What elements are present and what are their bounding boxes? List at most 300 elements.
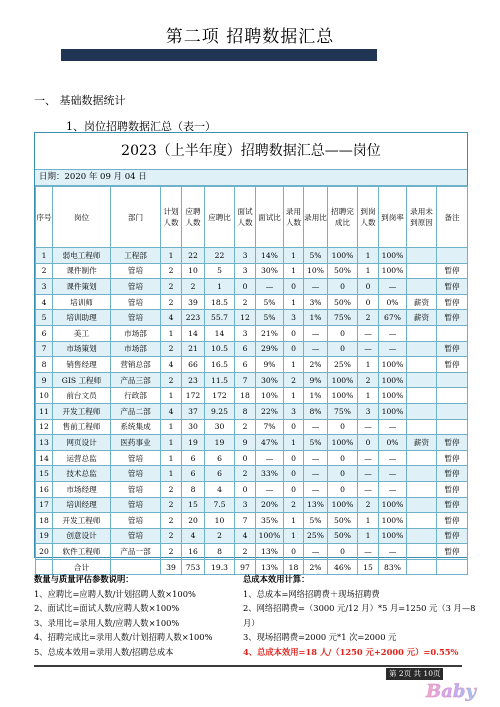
table-cell: [407, 263, 437, 279]
table-cell: 13: [36, 435, 53, 451]
table-cell: 2: [235, 294, 256, 310]
table-cell: 课件制作: [53, 263, 111, 279]
table-cell: 1%: [304, 310, 328, 326]
table-cell: 6: [182, 466, 205, 482]
table-cell: 50%: [328, 513, 358, 529]
table-cell: 市场经理: [53, 481, 111, 497]
column-header: 录用人数: [284, 187, 304, 248]
table-cell: —: [358, 466, 379, 482]
table-cell: 2: [161, 341, 182, 357]
data-table: [35, 186, 468, 575]
table-cell: —: [304, 450, 328, 466]
table-cell: 223: [182, 310, 205, 326]
table-cell: 20%: [256, 497, 284, 513]
table-row: [36, 403, 468, 419]
table-cell: 50%: [328, 294, 358, 310]
table-cell: [407, 528, 437, 544]
table-cell: —: [358, 544, 379, 560]
table-cell: 1: [358, 357, 379, 373]
table-cell: 管培: [111, 263, 161, 279]
table-cell: 系统集成: [111, 419, 161, 435]
table-cell: 29%: [256, 341, 284, 357]
table-cell: —: [304, 325, 328, 341]
table-cell: 20: [182, 513, 205, 529]
table-cell: [437, 325, 468, 341]
table-cell: 医药事业: [111, 435, 161, 451]
table-cell: 47%: [256, 435, 284, 451]
table-cell: 美工: [53, 325, 111, 341]
table-cell: 6: [235, 341, 256, 357]
table-cell: 8: [36, 357, 53, 373]
table-cell: 16: [36, 481, 53, 497]
table-cell: 5%: [304, 248, 328, 264]
table-cell: 0%: [379, 294, 407, 310]
table-cell: 4: [205, 481, 235, 497]
table-cell: 4: [161, 310, 182, 326]
table-cell: 100%: [379, 372, 407, 388]
table-cell: 100%: [379, 248, 407, 264]
table-cell: 4: [161, 403, 182, 419]
note-item: 1、总成本=网络招聘费＋现场招聘费: [243, 588, 380, 599]
column-header: 岗位: [53, 187, 111, 248]
table-date: 日期：2020 年 09 月 04 日: [35, 170, 467, 186]
table-cell: 4: [182, 528, 205, 544]
table-cell: 暂停: [437, 435, 468, 451]
table-cell: [407, 388, 437, 404]
table-row: [36, 544, 468, 560]
table-row: [36, 450, 468, 466]
note-item: 3、录用比=录用人数/应聘人数×100%: [34, 617, 180, 628]
table-cell: [407, 279, 437, 295]
table-cell: 工程部: [111, 248, 161, 264]
table-cell: 8: [205, 544, 235, 560]
table-cell: 7: [235, 513, 256, 529]
column-header: 应聘比: [205, 187, 235, 248]
table-cell: 0: [328, 325, 358, 341]
table-cell: [437, 403, 468, 419]
table-cell: 管培: [111, 481, 161, 497]
table-cell: 0%: [379, 435, 407, 451]
table-cell: 1: [284, 263, 304, 279]
table-cell: 市场部: [111, 341, 161, 357]
table-cell: 市场策划: [53, 341, 111, 357]
table-cell: 30: [205, 419, 235, 435]
total-cell: 2%: [304, 559, 328, 575]
table-cell: 75%: [328, 310, 358, 326]
table-cell: 19: [36, 528, 53, 544]
table-cell: 2: [161, 481, 182, 497]
table-row: [36, 419, 468, 435]
column-header: 录用比: [304, 187, 328, 248]
note-item: 2、面试比=面试人数/应聘人数×100%: [34, 603, 180, 613]
column-header: 计划人数: [161, 187, 182, 248]
table-cell: 暂停: [437, 357, 468, 373]
table-cell: 1: [161, 435, 182, 451]
table-cell: 67%: [379, 310, 407, 326]
table-cell: 100%: [379, 528, 407, 544]
table-cell: 0: [328, 341, 358, 357]
table-cell: 暂停: [437, 544, 468, 560]
table-cell: 11: [36, 403, 53, 419]
table-cell: 1: [284, 357, 304, 373]
table-cell: 100%: [379, 403, 407, 419]
table-cell: 课件策划: [53, 279, 111, 295]
table-cell: 5: [36, 310, 53, 326]
table-cell: 暂停: [437, 450, 468, 466]
table-row: [36, 341, 468, 357]
table-cell: 30%: [256, 263, 284, 279]
column-header: 部门: [111, 187, 161, 248]
table-cell: 0: [284, 466, 304, 482]
footer-divider: [34, 665, 462, 667]
table-cell: 开发工程师: [53, 513, 111, 529]
table-cell: 35%: [256, 513, 284, 529]
table-cell: GIS 工程师: [53, 372, 111, 388]
table-cell: 22: [205, 248, 235, 264]
page-indicator: 第 2页 共 10页: [386, 668, 443, 680]
note-item: 3、现场招聘费=2000 元*1 次=2000 元: [243, 632, 397, 642]
parameter-notes-heading: 数量与质量评估参数说明：: [34, 574, 134, 584]
table-cell: 0: [284, 325, 304, 341]
total-cell: 13%: [256, 559, 284, 575]
table-cell: —: [256, 279, 284, 295]
table-row: [36, 388, 468, 404]
table-cell: 50%: [328, 528, 358, 544]
table-cell: 2: [161, 544, 182, 560]
table-cell: 13%: [256, 544, 284, 560]
table-cell: [407, 466, 437, 482]
table-cell: 管培: [111, 310, 161, 326]
table-cell: —: [379, 419, 407, 435]
table-cell: 9%: [304, 372, 328, 388]
table-cell: [407, 372, 437, 388]
table-cell: 0: [328, 450, 358, 466]
table-cell: 14: [36, 450, 53, 466]
table-cell: 33%: [256, 466, 284, 482]
table-cell: 22: [182, 248, 205, 264]
table-row: [36, 497, 468, 513]
table-cell: —: [358, 341, 379, 357]
table-cell: 2: [358, 497, 379, 513]
total-cell: 753: [182, 559, 205, 575]
table-cell: 1: [358, 263, 379, 279]
parameter-notes: [34, 572, 244, 659]
table-cell: 8%: [304, 403, 328, 419]
table-row: [36, 528, 468, 544]
table-cell: 管培: [111, 279, 161, 295]
table-cell: 0: [235, 450, 256, 466]
table-cell: —: [358, 450, 379, 466]
table-cell: 11.5: [205, 372, 235, 388]
table-cell: 10: [205, 513, 235, 529]
table-cell: 5: [205, 263, 235, 279]
table-cell: 19: [182, 435, 205, 451]
table-cell: 暂停: [437, 528, 468, 544]
table-cell: 2: [182, 279, 205, 295]
table-cell: 100%: [328, 497, 358, 513]
total-cell: 15: [358, 559, 379, 575]
table-cell: —: [256, 450, 284, 466]
table-cell: 17: [36, 497, 53, 513]
table-body: [36, 248, 468, 575]
table-cell: 23: [182, 372, 205, 388]
table-cell: 172: [182, 388, 205, 404]
table-cell: 10%: [256, 388, 284, 404]
table-cell: 暂停: [437, 481, 468, 497]
table-cell: 25%: [304, 528, 328, 544]
table-cell: 100%: [379, 497, 407, 513]
table-cell: 产品二部: [111, 403, 161, 419]
table-cell: 网页设计: [53, 435, 111, 451]
table-cell: 0: [328, 544, 358, 560]
table-cell: —: [304, 279, 328, 295]
table-cell: 6: [235, 357, 256, 373]
column-header: 面试比: [256, 187, 284, 248]
table-cell: [437, 372, 468, 388]
table-cell: —: [304, 481, 328, 497]
table-cell: 16.5: [205, 357, 235, 373]
table-cell: 15: [36, 466, 53, 482]
table-cell: 1: [358, 388, 379, 404]
table-cell: 37: [182, 403, 205, 419]
table-cell: 管培: [111, 450, 161, 466]
table-cell: 50%: [328, 263, 358, 279]
table-cell: 产品三部: [111, 372, 161, 388]
table-cell: 14%: [256, 248, 284, 264]
table-cell: 14: [205, 325, 235, 341]
table-cell: 1: [161, 419, 182, 435]
table-cell: 1: [358, 513, 379, 529]
column-header: 到岗率: [379, 187, 407, 248]
table-cell: 1: [284, 528, 304, 544]
table-cell: —: [379, 279, 407, 295]
table-cell: —: [304, 466, 328, 482]
table-cell: 0: [284, 481, 304, 497]
table-cell: —: [379, 325, 407, 341]
total-cell: 97: [235, 559, 256, 575]
table-row: [36, 325, 468, 341]
table-cell: 1: [358, 528, 379, 544]
table-cell: 销售经理: [53, 357, 111, 373]
table-cell: 12: [235, 310, 256, 326]
table-cell: 2: [161, 279, 182, 295]
table-cell: 弱电工程师: [53, 248, 111, 264]
table-row: [36, 466, 468, 482]
table-cell: 薪资: [407, 310, 437, 326]
table-cell: 18: [235, 388, 256, 404]
total-cell: 46%: [328, 559, 358, 575]
table-cell: 薪资: [407, 294, 437, 310]
section-heading-2: 1、岗位招聘数据汇总（表一）: [66, 120, 216, 133]
table-cell: 暂停: [437, 263, 468, 279]
table-cell: 30%: [256, 372, 284, 388]
total-cell: 18: [284, 559, 304, 575]
table-cell: 2: [205, 528, 235, 544]
table-cell: 18.5: [205, 294, 235, 310]
table-cell: [437, 248, 468, 264]
table-cell: 12: [36, 419, 53, 435]
table-cell: 6: [182, 450, 205, 466]
table-cell: 0: [284, 419, 304, 435]
note-item: 1、应聘比=应聘人数/计划招聘人数×100%: [34, 588, 196, 599]
table-cell: —: [358, 419, 379, 435]
column-header: 序号: [36, 187, 53, 248]
table-cell: 0: [235, 279, 256, 295]
table-cell: 3: [235, 325, 256, 341]
table-row: [36, 294, 468, 310]
table-cell: 3: [36, 279, 53, 295]
table-cell: 暂停: [437, 497, 468, 513]
table-cell: 2: [358, 310, 379, 326]
column-header: 备注: [437, 187, 468, 248]
table-cell: 1: [161, 325, 182, 341]
page-title: 第二项 招聘数据汇总: [165, 27, 335, 47]
table-cell: 10: [182, 263, 205, 279]
note-item: 2、网络招聘费=（3000 元/12 月）*5 月=1250 元（3 月—8 月）: [243, 603, 476, 628]
table-cell: [437, 419, 468, 435]
recruitment-table: [34, 132, 468, 572]
table-cell: 暂停: [437, 279, 468, 295]
table-cell: 开发工程师: [53, 403, 111, 419]
column-header: 应聘人数: [182, 187, 205, 248]
table-cell: 1: [205, 279, 235, 295]
table-cell: 暂停: [437, 513, 468, 529]
table-cell: 4: [161, 357, 182, 373]
table-cell: 100%: [328, 248, 358, 264]
table-cell: 1: [284, 513, 304, 529]
table-header-row: [36, 187, 468, 248]
table-cell: 1%: [304, 388, 328, 404]
table-cell: 100%: [328, 388, 358, 404]
table-cell: 2: [161, 528, 182, 544]
table-cell: 4: [36, 294, 53, 310]
table-cell: 0: [284, 450, 304, 466]
table-cell: 14: [182, 325, 205, 341]
table-cell: 25%: [328, 357, 358, 373]
table-cell: 5%: [256, 294, 284, 310]
table-cell: 7: [36, 341, 53, 357]
table-row: [36, 435, 468, 451]
table-cell: 0: [328, 481, 358, 497]
table-cell: 1: [36, 248, 53, 264]
table-cell: 5%: [304, 435, 328, 451]
table-cell: 9%: [256, 357, 284, 373]
table-cell: 7%: [256, 419, 284, 435]
table-cell: —: [358, 481, 379, 497]
table-cell: 暂停: [437, 466, 468, 482]
table-cell: 1: [358, 248, 379, 264]
table-cell: 技术总监: [53, 466, 111, 482]
table-row: [36, 357, 468, 373]
table-cell: 管培: [111, 466, 161, 482]
column-header: 录用未到原因: [407, 187, 437, 248]
total-cell: 19.3: [205, 559, 235, 575]
column-header: 招聘完成比: [328, 187, 358, 248]
table-cell: [407, 450, 437, 466]
table-cell: [407, 513, 437, 529]
table-cell: 3: [284, 310, 304, 326]
table-cell: [407, 544, 437, 560]
table-cell: 8: [235, 403, 256, 419]
table-cell: 16: [182, 544, 205, 560]
table-cell: 100%: [328, 372, 358, 388]
table-cell: 0: [235, 481, 256, 497]
table-cell: 2: [161, 497, 182, 513]
table-cell: 18: [36, 513, 53, 529]
table-cell: 2: [161, 372, 182, 388]
table-cell: 2: [235, 544, 256, 560]
table-cell: 市场部: [111, 325, 161, 341]
table-row: [36, 279, 468, 295]
table-cell: —: [379, 341, 407, 357]
table-cell: 39: [182, 294, 205, 310]
table-cell: 5%: [256, 310, 284, 326]
table-cell: 1: [284, 248, 304, 264]
table-cell: 培训经理: [53, 497, 111, 513]
table-cell: 管培: [111, 497, 161, 513]
table-cell: 1: [284, 435, 304, 451]
table-row: [36, 310, 468, 326]
table-cell: 产品一部: [111, 544, 161, 560]
note-item: 4、招聘完成比=录用人数/计划招聘人数×100%: [34, 632, 213, 642]
table-cell: 100%: [379, 263, 407, 279]
table-cell: 1: [161, 466, 182, 482]
table-cell: 管培: [111, 513, 161, 529]
table-cell: [407, 357, 437, 373]
table-cell: 10%: [304, 263, 328, 279]
table-cell: 2: [161, 263, 182, 279]
table-cell: 薪资: [407, 435, 437, 451]
table-cell: 0: [328, 419, 358, 435]
table-cell: 13%: [304, 497, 328, 513]
table-cell: —: [379, 481, 407, 497]
table-cell: 售前工程师: [53, 419, 111, 435]
table-cell: 1: [284, 294, 304, 310]
total-cell: 83%: [379, 559, 407, 575]
table-cell: —: [379, 544, 407, 560]
table-cell: 5%: [304, 513, 328, 529]
table-cell: 19: [205, 435, 235, 451]
column-header: 到岗人数: [358, 187, 379, 248]
table-cell: 10.5: [205, 341, 235, 357]
table-cell: 30: [182, 419, 205, 435]
table-row: [36, 248, 468, 264]
table-row: [36, 481, 468, 497]
table-cell: 管培: [111, 528, 161, 544]
table-cell: 1: [284, 388, 304, 404]
table-row: [36, 263, 468, 279]
table-cell: 9: [36, 372, 53, 388]
table-cell: [407, 341, 437, 357]
table-cell: [407, 325, 437, 341]
table-cell: 75%: [328, 403, 358, 419]
table-cell: [407, 481, 437, 497]
table-cell: 15: [182, 497, 205, 513]
column-header: 面试人数: [235, 187, 256, 248]
table-cell: 21%: [256, 325, 284, 341]
table-cell: 9.25: [205, 403, 235, 419]
table-cell: 2%: [304, 357, 328, 373]
table-cell: 2: [161, 294, 182, 310]
table-cell: 0: [328, 466, 358, 482]
table-cell: 0: [284, 279, 304, 295]
table-cell: 0: [358, 279, 379, 295]
table-cell: 172: [205, 388, 235, 404]
table-cell: [437, 388, 468, 404]
table-cell: 55.7: [205, 310, 235, 326]
table-cell: 营销总部: [111, 357, 161, 373]
table-cell: 100%: [256, 528, 284, 544]
